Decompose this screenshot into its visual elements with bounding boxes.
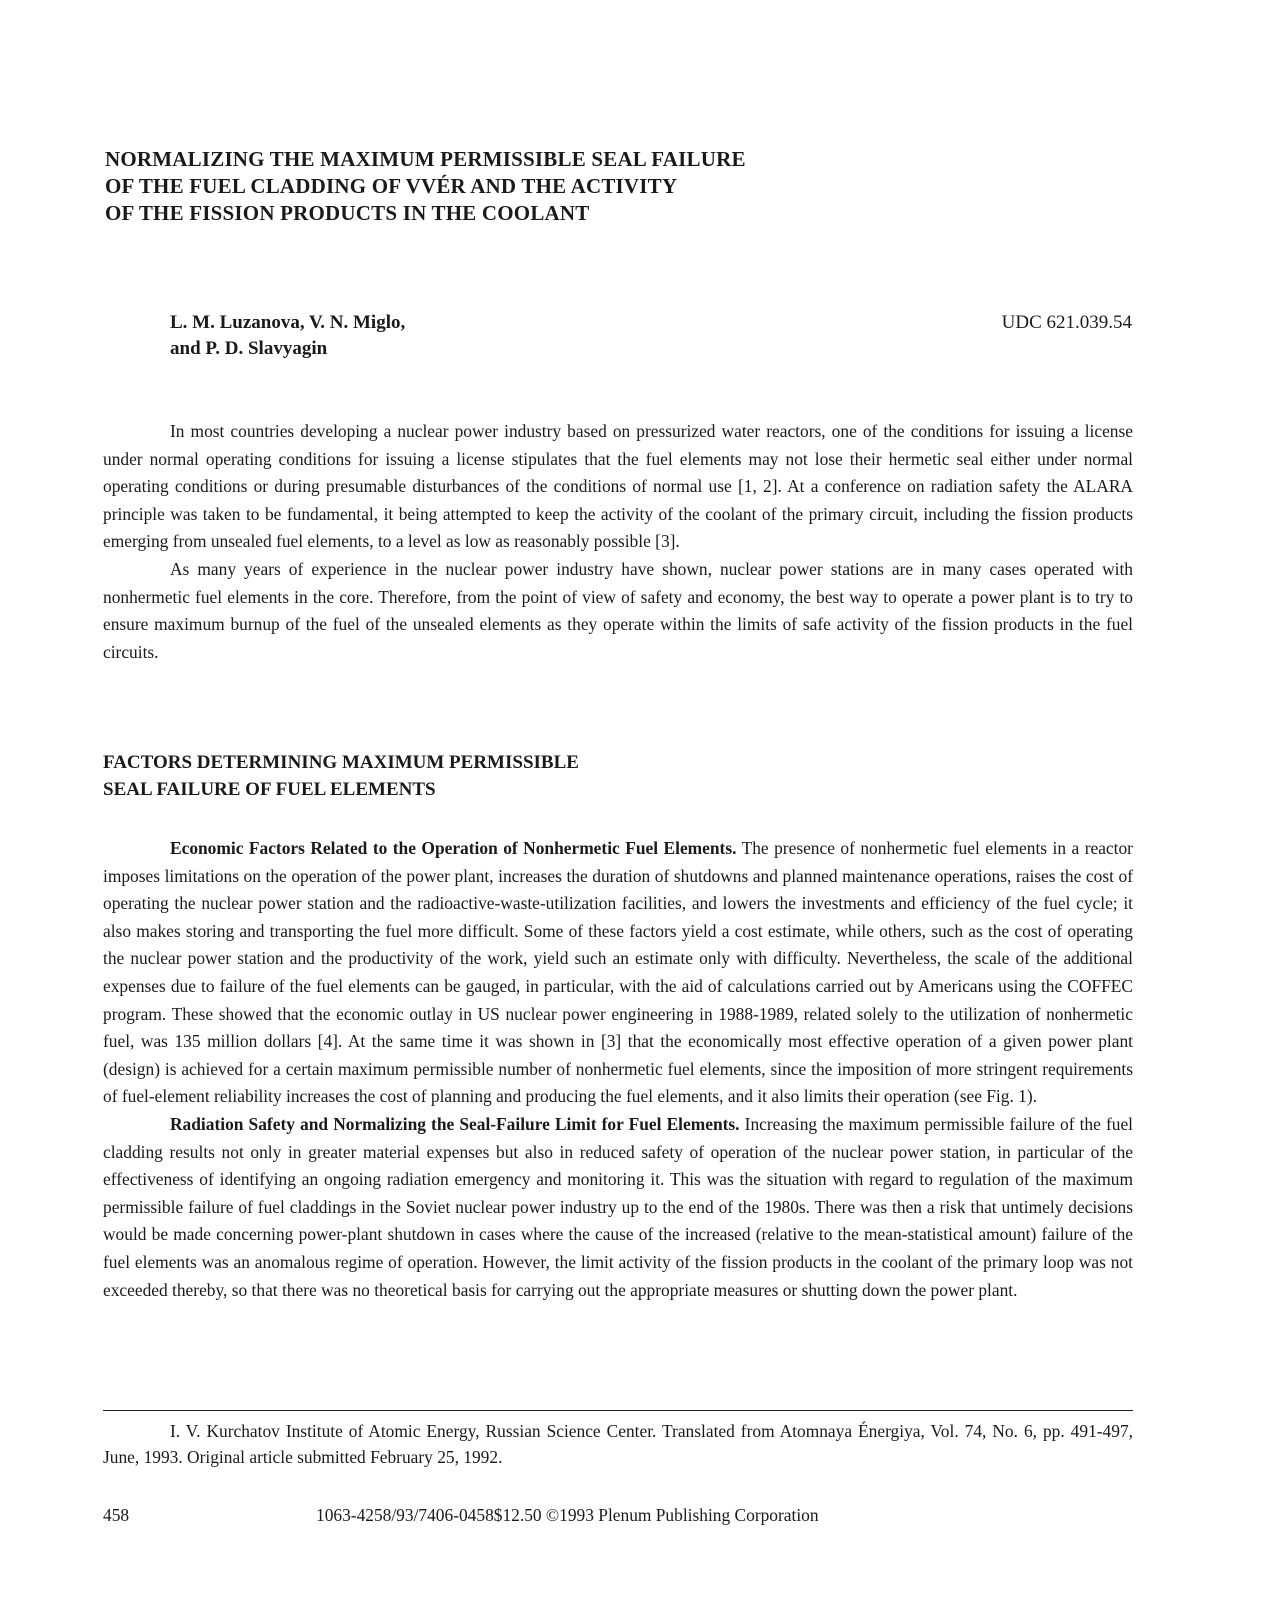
- title-line-3: OF THE FISSION PRODUCTS IN THE COOLANT: [105, 201, 590, 225]
- radiation-safety-heading: Radiation Safety and Normalizing the Seal-Failure Limit for Fuel Elements.: [170, 1113, 740, 1134]
- footnote: [103, 1418, 1133, 1470]
- radiation-safety-paragraph: [103, 1111, 1133, 1304]
- intro-paragraph-2: As many years of experience in the nuclear power industry have shown, nuclear power stations are in many cases operated with nonhermetic fuel elements in the core. Therefore, from the point of view of safety and economy, the best way to operate a power plant is to try to ensure maximum burnup of the fuel of the unsealed elements as they operate within the limits of safe activity of the fission products in the fuel circuits.: [103, 558, 1133, 662]
- udc-code: UDC 621.039.54: [1001, 312, 1132, 333]
- title-line-1: NORMALIZING THE MAXIMUM PERMISSIBLE SEAL FAILURE: [105, 147, 746, 171]
- radiation-safety-text: Increasing the maximum permissible failure of the fuel cladding results not only in greater material expenses but also in reduced safety of operation of the nuclear power station, in particular of the effectiveness of identifying an ongoing radiation emergency and monitoring it. This was the situation with regard to regulation of the maximum permissible failure of fuel claddings in the Soviet nuclear power industry up to the end of the 1980s. There was then a risk that untimely decisions would be made concerning power-plant shutdown in cases where the cause of the increased (relative to the mean-statistical amount) failure of the fuel elements was an anomalous regime of operation. However, the limit activity of the fission products in the coolant of the primary loop was not exceeded thereby, so that there was no theoretical basis for carrying out the appropriate measures or shutting down the power plant.: [103, 1113, 1133, 1300]
- page-number: 458: [103, 1505, 130, 1525]
- author-list: [170, 310, 405, 362]
- intro-paragraph-1: In most countries developing a nuclear power industry based on pressurized water reactors, one of the conditions for issuing a license under normal operating conditions for issuing a license stipulates that the fuel elements may not lose their hermetic seal either under normal operating conditions or during presumable disturbances of the conditions of normal use [1, 2]. At a conference on radiation safety the ALARA principle was taken to be fundamental, it being attempted to keep the activity of the coolant of the primary circuit, including the fission products emerging from unsealed fuel elements, to a level as low as reasonably possible [3].: [103, 421, 1133, 552]
- economic-factors-text: The presence of nonhermetic fuel elements in a reactor imposes limitations on the operation of the power plant, increases the duration of shutdowns and planned maintenance operations, raises the cost of operating the nuclear power station and the radioactive-waste-utilization facilities, and lowers the investments and efficiency of the fuel cycle; it also makes storing and transporting the fuel more difficult. Some of these factors yield a cost estimate, while others, such as the cost of operating the nuclear power station and the productivity of the work, yield such an estimate only with difficulty. Nevertheless, the scale of the additional expenses due to failure of the fuel elements can be gauged, in particular, with the aid of calculations carried out by Americans using the COFFEC program. These showed that the economic outlay in US nuclear power engineering in 1988-1989, related solely to the utilization of nonhermetic fuel, was 135 million dollars [4]. At the same time it was shown in [3] that the economically most effective operation of a given power plant (design) is achieved for a certain maximum permissible number of nonhermetic fuel elements, since the imposition of more stringent requirements of fuel-element reliability increases the cost of planning and producing the fuel elements, and it also limits their operation (see Fig. 1).: [103, 838, 1133, 1107]
- publication-code: 1063-4258/93/7406-0458$12.50 ©1993 Plenum Publishing Corporation: [316, 1505, 819, 1525]
- economic-factors-heading: Economic Factors Related to the Operation of Nonhermetic Fuel Elements.: [170, 838, 737, 858]
- article-title: [105, 146, 865, 227]
- section-heading-line-2: SEAL FAILURE OF FUEL ELEMENTS: [103, 779, 436, 800]
- footnote-divider: [103, 1410, 1133, 1411]
- section-heading: [103, 749, 579, 803]
- author-line-2: and P. D. Slavyagin: [170, 338, 328, 359]
- introduction: [103, 418, 1133, 666]
- title-line-2: OF THE FUEL CLADDING OF VVÉR AND THE ACTIVITY: [105, 174, 678, 198]
- section-heading-line-1: FACTORS DETERMINING MAXIMUM PERMISSIBLE: [103, 752, 579, 773]
- economic-factors-paragraph: [103, 835, 1133, 1111]
- author-line-1: L. M. Luzanova, V. N. Miglo,: [170, 312, 406, 333]
- footnote-text: I. V. Kurchatov Institute of Atomic Energy, Russian Science Center. Translated from Atomnaya Énergiya, Vol. 74, No. 6, pp. 491-497, June, 1993. Original article submitted February 25, 1992.: [103, 1421, 1133, 1467]
- section-body: [103, 835, 1133, 1304]
